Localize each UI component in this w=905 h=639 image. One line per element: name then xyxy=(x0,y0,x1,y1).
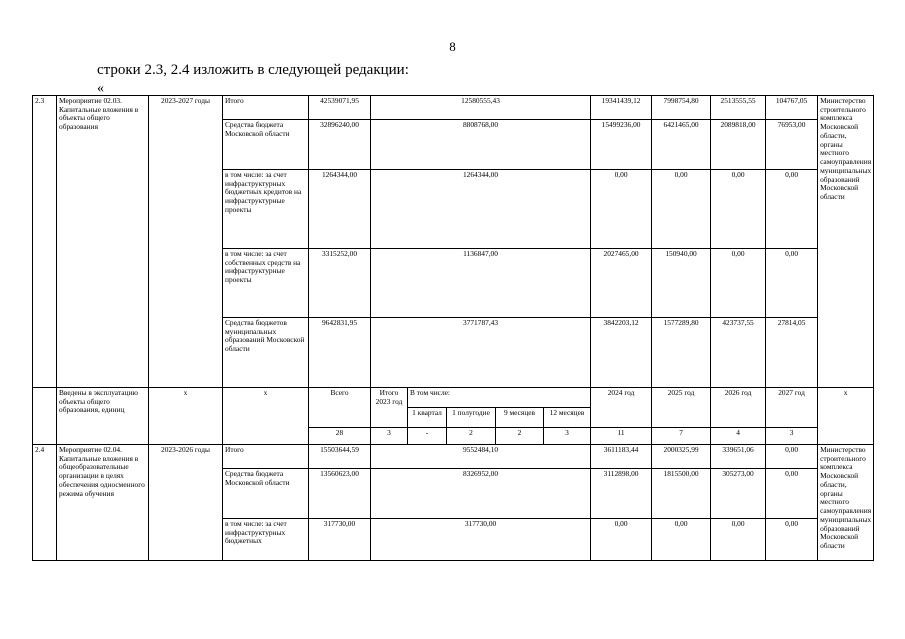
value-2025: 0,00 xyxy=(652,519,711,561)
result-value-q1: - xyxy=(408,428,447,445)
value-2025: 2000325,99 xyxy=(652,445,711,469)
table-row xyxy=(33,445,874,469)
result-value-2023: 3 xyxy=(371,428,408,445)
value-2025: 7998754,80 xyxy=(652,96,711,120)
program-table xyxy=(32,95,874,561)
value-2025: 150940,00 xyxy=(652,249,711,318)
value-2024: 3112898,00 xyxy=(591,469,652,519)
value-2026: 2513555,55 xyxy=(711,96,766,120)
value-2024: 3611183,44 xyxy=(591,445,652,469)
event-years: 2023-2027 годы xyxy=(149,96,223,388)
funding-source: Итого xyxy=(223,96,309,120)
funding-source: в том числе: за счет инфраструктурных бюджетных xyxy=(223,519,309,561)
result-value-2024: 11 xyxy=(591,428,652,445)
result-value-h1: 2 xyxy=(447,428,496,445)
value-2025: 1577289,80 xyxy=(652,318,711,388)
total-value: 317730,00 xyxy=(309,519,371,561)
value-2027: 0,00 xyxy=(766,445,818,469)
result-header-q1: 1 квартал xyxy=(408,408,447,428)
total-value: 42539071,95 xyxy=(309,96,371,120)
value-2027: 0,00 xyxy=(766,519,818,561)
value-2027: 0,00 xyxy=(766,469,818,519)
total-value: 9642831,95 xyxy=(309,318,371,388)
value-2026: 0,00 xyxy=(711,170,766,249)
section-heading: строки 2.3, 2.4 изложить в следующей редакции: xyxy=(97,62,409,78)
value-2025: 1815500,00 xyxy=(652,469,711,519)
executor: Министерство строительного комплекса Московской области, органы местного самоуправления муниципальных образований Московской области xyxy=(818,96,874,388)
result-header-2025: 2025 год xyxy=(652,388,711,428)
total-value: 32896240,00 xyxy=(309,120,371,170)
value-2024: 2027465,00 xyxy=(591,249,652,318)
result-x-marker: х xyxy=(818,388,874,445)
funding-source: Средства бюджета Московской области xyxy=(223,469,309,519)
result-header-2027: 2027 год xyxy=(766,388,818,428)
result-value-2027: 3 xyxy=(766,428,818,445)
value-2027: 0,00 xyxy=(766,170,818,249)
row-number: 2.4 xyxy=(33,445,57,561)
value-2026: 339651,06 xyxy=(711,445,766,469)
total-value: 15503644,59 xyxy=(309,445,371,469)
result-x-marker: х xyxy=(223,388,309,445)
result-value-total: 28 xyxy=(309,428,371,445)
result-header-2023: Итого 2023 год xyxy=(371,388,408,428)
value-2027: 104767,05 xyxy=(766,96,818,120)
executor: Министерство строительного комплекса Московской области, органы местного самоуправления муниципальных образований Московской области xyxy=(818,445,874,561)
value-2024: 0,00 xyxy=(591,170,652,249)
value-2026: 2089818,00 xyxy=(711,120,766,170)
page-number: 8 xyxy=(449,39,456,54)
value-2026: 305273,00 xyxy=(711,469,766,519)
value-2023: 8808768,00 xyxy=(371,120,591,170)
value-2026: 423737,55 xyxy=(711,318,766,388)
funding-source: в том числе: за счет инфраструктурных бюджетных кредитов на инфраструктурные проекты xyxy=(223,170,309,249)
table-row xyxy=(33,96,874,120)
value-2025: 6421465,00 xyxy=(652,120,711,170)
funding-source: Средства бюджетов муниципальных образований Московской области xyxy=(223,318,309,388)
result-value-2026: 4 xyxy=(711,428,766,445)
result-value-m9: 2 xyxy=(496,428,544,445)
value-2027: 27814,05 xyxy=(766,318,818,388)
value-2025: 0,00 xyxy=(652,170,711,249)
row-number: 2.3 xyxy=(33,96,57,388)
result-header-m9: 9 месяцев xyxy=(496,408,544,428)
result-value-2025: 7 xyxy=(652,428,711,445)
value-2023: 317730,00 xyxy=(371,519,591,561)
total-value: 3315252,00 xyxy=(309,249,371,318)
total-value: 1264344,00 xyxy=(309,170,371,249)
value-2026: 0,00 xyxy=(711,249,766,318)
value-2023: 12580555,43 xyxy=(371,96,591,120)
value-2024: 15499236,00 xyxy=(591,120,652,170)
result-header-row xyxy=(33,388,874,408)
total-value: 13560623,00 xyxy=(309,469,371,519)
funding-source: Средства бюджета Московской области xyxy=(223,120,309,170)
value-2024: 0,00 xyxy=(591,519,652,561)
result-value-m12: 3 xyxy=(544,428,591,445)
opening-quote: « xyxy=(97,81,104,96)
result-header-2024: 2024 год xyxy=(591,388,652,428)
event-name: Мероприятие 02.03. Капитальные вложения в объекты общего образования xyxy=(57,96,149,388)
value-2027: 0,00 xyxy=(766,249,818,318)
result-label: Введены в эксплуатацию объекты общего образования, единиц xyxy=(57,388,149,445)
value-2023: 8326952,00 xyxy=(371,469,591,519)
result-x-marker: х xyxy=(149,388,223,445)
value-2023: 9552484,10 xyxy=(371,445,591,469)
value-2024: 19341439,12 xyxy=(591,96,652,120)
funding-source: в том числе: за счет собственных средств на инфраструктурные проекты xyxy=(223,249,309,318)
event-years: 2023-2026 годы xyxy=(149,445,223,561)
value-2027: 76953,00 xyxy=(766,120,818,170)
value-2024: 3842203,12 xyxy=(591,318,652,388)
event-name: Мероприятие 02.04. Капитальные вложения в общеобразовательные организации в целях обеспечения односменного режима обучения xyxy=(57,445,149,561)
value-2023: 1264344,00 xyxy=(371,170,591,249)
value-2026: 0,00 xyxy=(711,519,766,561)
funding-source: Итого xyxy=(223,445,309,469)
result-header-h1: 1 полугодие xyxy=(447,408,496,428)
result-header-m12: 12 месяцев xyxy=(544,408,591,428)
result-header-total: Всего xyxy=(309,388,371,428)
value-2023: 3771787,43 xyxy=(371,318,591,388)
result-header-including: В том числе: xyxy=(408,388,591,408)
result-header-2026: 2026 год xyxy=(711,388,766,428)
value-2023: 1136847,00 xyxy=(371,249,591,318)
